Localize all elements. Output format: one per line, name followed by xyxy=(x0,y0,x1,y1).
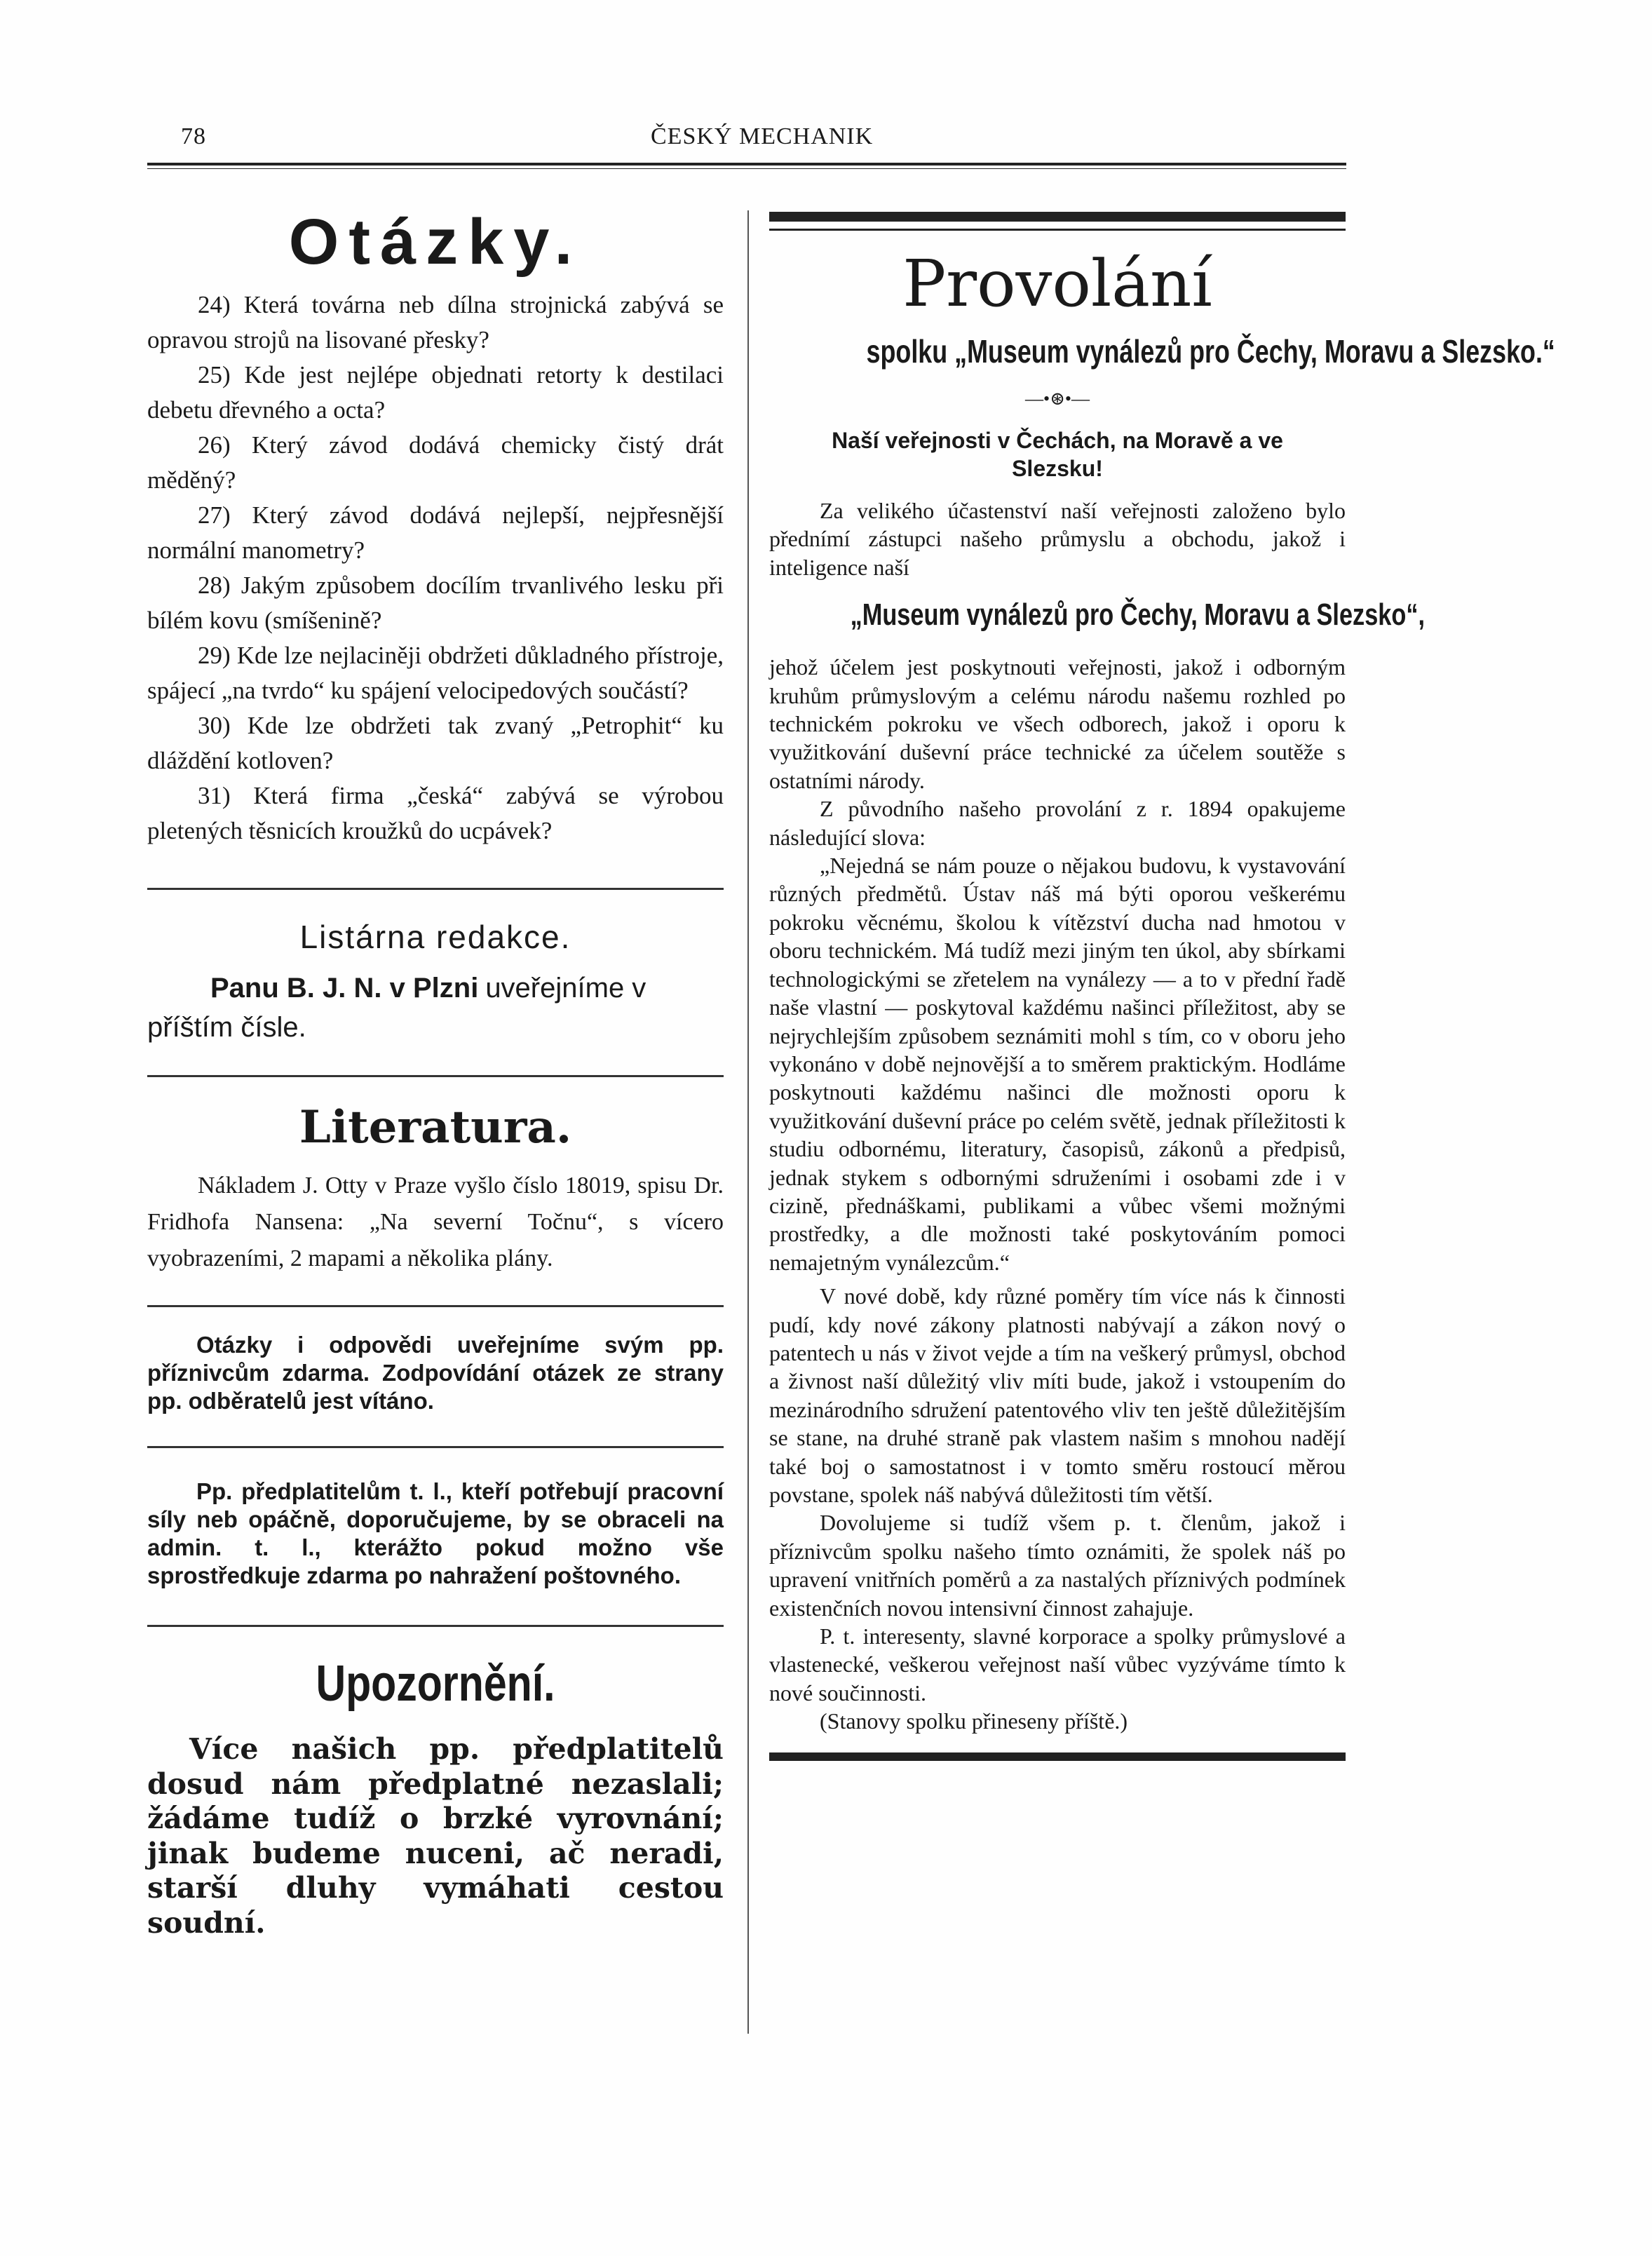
provolani-address: Naší veřejnosti v Čechách, na Moravě a ve Slezsku! xyxy=(832,428,1283,481)
provolani-paragraph-3: Z původního našeho provolání z r. 1894 opakujeme následující slova: xyxy=(769,796,1346,850)
provolani-paragraph-7: P. t. interesenty, slavné korporace a spolky průmyslové a vlastenecké, veškerou veřejnost naší vůbec vyzýváme tímto k nové součinnosti. xyxy=(769,1623,1346,1705)
museum-name-wrap xyxy=(769,594,1426,643)
separator xyxy=(147,1305,724,1307)
provolani-paragraph-6: Dovolujeme si tudíž všem p. t. členům, jakož i příznivcům spolku našeho tímto oznámiti, že spolek náš po upravení vnitřních poměrů a za nastalých příznivých podmínek existenčních novou intensivní činnost zahajuje. xyxy=(769,1510,1346,1621)
ornament-divider: —•⊛•— xyxy=(1025,389,1090,409)
page-number: 78 xyxy=(181,123,206,149)
museum-name: „Museum vynálezů pro Čechy, Moravu a Slezsko“, xyxy=(850,597,1426,633)
question-item: 31) Která firma „česká“ zabývá se výrobou pletených těsnicích kroužků do ucpávek? xyxy=(147,782,724,844)
separator xyxy=(147,1075,724,1077)
provolani-paragraph-4: „Nejedná se nám pouze o nějakou budovu, k vystavování různých předmětů. Ústav náš má býti oporou veškerému pokroku věcnému, školou k vítězství ducha nad hmotou v oboru technickém. Má tudíž mezi jiným ten úkol, aby sbírkami technologickými se zřetelem na vynálezy — a to v přední řadě naše vlastní — poskytoval každému našinci příležitost, aby se nejrychlejším způsobem seznámiti mohl s tím, co v oboru jeho vykonáno v době nejnovější a to směrem praktickým. Hodláme poskytnouti každému našinci dle možnosti oporu k využitkování duševní práce po celém světě, jednak příležitosti k studiu odbornému, literatury, časopisů, zákonů a předpisů, jednak stykem s odbornými sdruženími i osobami zde i v cizině, přednáškami, publikami a vůbec všemi možnými prostředky, a dle možnosti také poskytováním pomoci nemajetným vynálezcům.“ xyxy=(769,853,1346,1275)
separator xyxy=(147,888,724,890)
notice-workers: Pp. předplatitelům t. l., kteří potřebují pracovní síly neb opáčně, doporučujeme, by se obraceli na admin. t. l., kterážto pokud možno vše sprostředkuje zdarma po nahražení poštovného. xyxy=(147,1478,724,1588)
listarna-title: Listárna redakce. xyxy=(299,919,571,955)
question-item: 28) Jakým způsobem docílím trvanlivého lesku při bílém kovu (smíšenině? xyxy=(147,572,724,634)
decorative-bar-top xyxy=(769,212,1346,222)
question-item: 26) Který závod dodává chemicky čistý drát měděný? xyxy=(147,431,724,494)
questions-list xyxy=(147,288,724,849)
upozorneni-text: Více našich pp. předplatitelů dosud nám předplatné nezaslali; žádáme tudíž o brzké vyrovnání; jinak budeme nuceni, ač neradi, starší dluhy vymáhati cestou soudní. xyxy=(147,1732,724,1940)
listarna-text-block xyxy=(147,968,724,1047)
header-rule-thin xyxy=(147,168,1346,169)
otazky-title: Otázky. xyxy=(288,206,583,278)
journal-title: ČESKÝ MECHANIK xyxy=(651,123,874,149)
provolani-paragraph-5: V nové době, kdy různé poměry tím více nás k činnosti pudí, kdy nové zákony platnosti nabývají a zákon nový o patentech u nás v život vejde a tím na veškerý průmysl, obchod a živnost naší důležitý vliv míti bude, jakož i vstoupením do mezinárodního sdružení patentového vliv ten ještě důležitějším se stane, na druhé straně pak vlastem našim s mnohou nadějí také boj o samostatnost i v tomto směru rostoucí měrou povstane, spolek náš nabývá důležitosti tím větší. xyxy=(769,1283,1346,1507)
left-column xyxy=(147,203,724,1940)
question-item: 30) Kde lze obdržeti tak zvaný „Petrophit“ ku dláždění kotloven? xyxy=(147,712,724,774)
separator xyxy=(147,1625,724,1627)
listarna-name: Panu B. J. N. v Plzni xyxy=(210,973,479,1004)
separator xyxy=(147,1446,724,1448)
column-divider xyxy=(747,210,749,2034)
header-rule xyxy=(147,163,1346,166)
provolani-subtitle-wrap xyxy=(769,330,1555,373)
notice-questions: Otázky i odpovědi uveřejníme svým pp. příznivcům zdarma. Zodpovídání otázek ze strany pp. odběratelů jest vítáno. xyxy=(147,1332,724,1414)
decorative-bar-bottom xyxy=(769,1752,1346,1761)
provolani-title: Provolání xyxy=(902,246,1212,321)
question-item: 25) Kde jest nejlépe objednati retorty k destilaci debetu dřevného a octa? xyxy=(147,361,724,424)
provolani-paragraph-2: jehož účelem jest poskytnouti veřejnosti, jakož i odborným kruhům průmyslovým a celému národu našemu rozhled po technickém pokroku ve všech odborech, jakož i oporu k využitkování duševní práce technické za účelem soutěže s ostatními národy. xyxy=(769,654,1346,793)
question-item: 29) Kde lze nejlaciněji obdržeti důkladného přístroje, spájecí „na tvrdo“ ku spájení velocipedových součástí? xyxy=(147,642,724,704)
question-item: 24) Která továrna neb dílna strojnická zabývá se opravou strojů na lisované přesky? xyxy=(147,291,724,353)
provolani-paragraph-8: (Stanovy spolku přineseny příště.) xyxy=(820,1708,1128,1734)
provolani-subtitle: spolku „Museum vynálezů pro Čechy, Moravu a Slezsko.“ xyxy=(866,333,1555,370)
listarna-text: uveřejníme v příštím čísle. xyxy=(147,973,646,1043)
literatura-text: Nákladem J. Otty v Praze vyšlo číslo 18019, spisu Dr. Fridhofa Nansena: „Na severní Točnu“, s vícero vyobrazeními, 2 mapami a několika plány. xyxy=(147,1173,724,1271)
provolani-paragraph-1: Za velikého účastenství naší veřejnosti založeno bylo přednímí zástupci našeho průmyslu a obchodu, jakož i inteligence naší xyxy=(769,498,1346,580)
upozorneni-title: Upozornění. xyxy=(316,1656,555,1712)
literatura-title: Literatura. xyxy=(299,1101,572,1154)
right-column xyxy=(769,203,1555,1761)
question-item: 27) Který závod dodává nejlepší, nejpřesnější normální manometry? xyxy=(147,501,724,564)
decorative-rule-top xyxy=(769,229,1346,231)
